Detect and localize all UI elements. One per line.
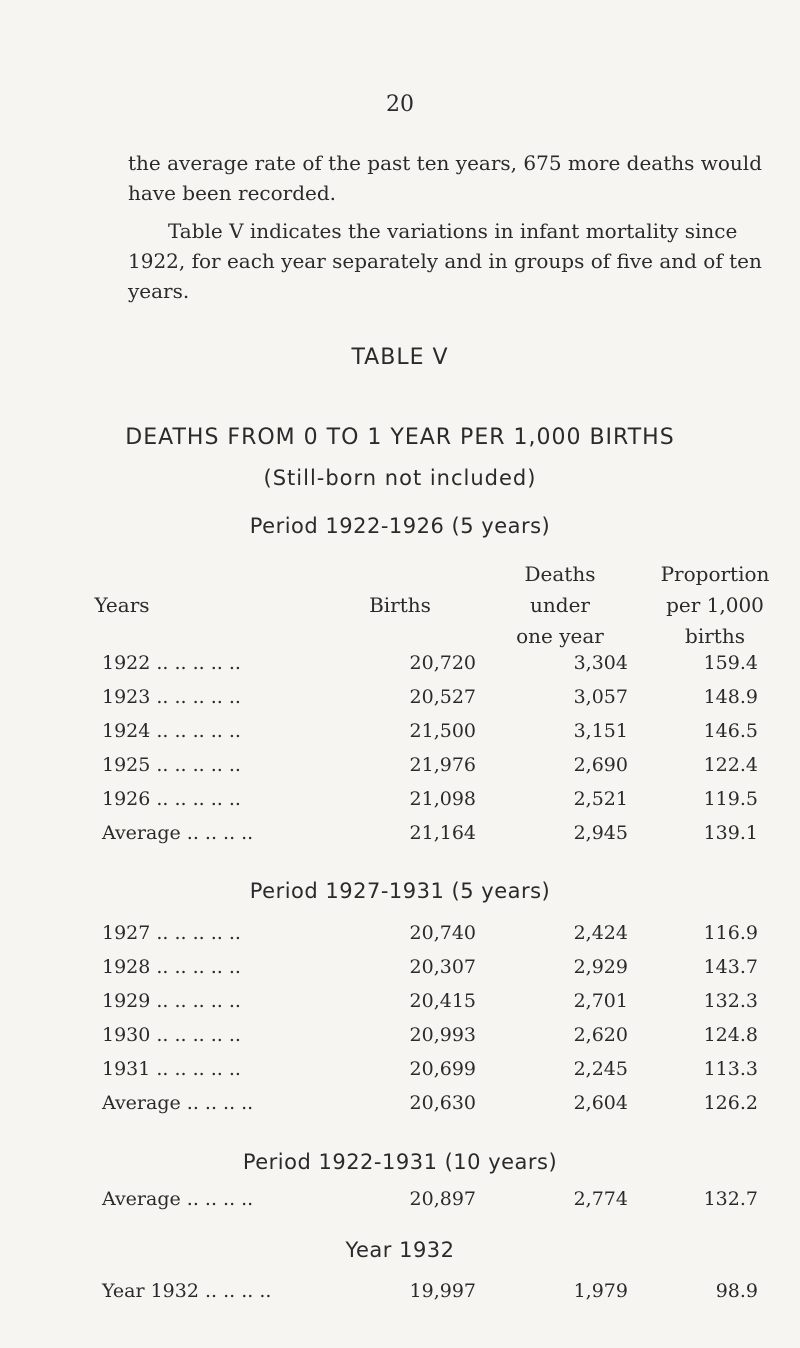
row-label: Average .. .. .. .. <box>102 1092 254 1114</box>
births-value: 20,630 <box>409 1092 476 1114</box>
row-label: 1926 .. .. .. .. .. <box>102 788 241 810</box>
proportion-value: 143.7 <box>703 956 758 978</box>
table-row <box>0 686 800 716</box>
deaths-value: 2,690 <box>573 754 628 776</box>
births-value: 21,976 <box>409 754 476 776</box>
table-row <box>0 754 800 784</box>
row-label: Average .. .. .. .. <box>102 1188 254 1210</box>
deaths-value: 3,057 <box>573 686 628 708</box>
row-label: Year 1932 .. .. .. .. <box>102 1280 272 1302</box>
births-value: 19,997 <box>409 1280 476 1302</box>
row-label: 1927 .. .. .. .. .. <box>102 922 241 944</box>
table-row-average <box>0 1092 800 1122</box>
table-row <box>0 1024 800 1054</box>
column-header-proportion <box>640 559 790 652</box>
row-label: 1924 .. .. .. .. .. <box>102 720 241 742</box>
births-value: 20,897 <box>409 1188 476 1210</box>
column-header-deaths <box>490 559 630 652</box>
deaths-value: 3,151 <box>573 720 628 742</box>
births-value: 20,307 <box>409 956 476 978</box>
table-row <box>0 922 800 952</box>
page-number: 20 <box>386 92 414 117</box>
births-value: 20,993 <box>409 1024 476 1046</box>
table-row <box>0 720 800 750</box>
deaths-value: 2,604 <box>573 1092 628 1114</box>
row-label: 1928 .. .. .. .. .. <box>102 956 241 978</box>
period-heading: Period 1922-1931 (10 years) <box>242 1150 558 1174</box>
deaths-header-line: one year <box>516 624 604 648</box>
births-value: 21,500 <box>409 720 476 742</box>
deaths-value: 2,424 <box>573 922 628 944</box>
births-value: 20,720 <box>409 652 476 674</box>
proportion-value: 116.9 <box>703 922 758 944</box>
proportion-value: 126.2 <box>703 1092 758 1114</box>
births-value: 20,415 <box>409 990 476 1012</box>
row-label: 1931 .. .. .. .. .. <box>102 1058 241 1080</box>
proportion-value: 98.9 <box>715 1280 758 1302</box>
table-row <box>0 1058 800 1088</box>
proportion-header-line: Proportion <box>660 562 770 586</box>
period-heading: Period 1922-1926 (5 years) <box>249 514 551 538</box>
row-label: 1929 .. .. .. .. .. <box>102 990 241 1012</box>
table-row-average <box>0 822 800 852</box>
row-label: 1923 .. .. .. .. .. <box>102 686 241 708</box>
deaths-value: 3,304 <box>573 652 628 674</box>
births-value: 21,164 <box>409 822 476 844</box>
deaths-value: 2,245 <box>573 1058 628 1080</box>
table-row-average <box>0 1188 800 1218</box>
column-header-years: Years <box>94 593 150 617</box>
table-row <box>0 1280 800 1310</box>
proportion-value: 119.5 <box>703 788 758 810</box>
births-value: 20,527 <box>409 686 476 708</box>
births-value: 21,098 <box>409 788 476 810</box>
table-title: TABLE V <box>351 345 449 370</box>
deaths-header-line: under <box>530 593 590 617</box>
column-header-births: Births <box>369 593 431 617</box>
deaths-value: 1,979 <box>573 1280 628 1302</box>
table-row <box>0 652 800 682</box>
proportion-value: 113.3 <box>703 1058 758 1080</box>
table-row <box>0 990 800 1020</box>
row-label: 1925 .. .. .. .. .. <box>102 754 241 776</box>
table-subheading: (Still-born not included) <box>263 466 537 490</box>
row-label: 1930 .. .. .. .. .. <box>102 1024 241 1046</box>
proportion-value: 132.3 <box>703 990 758 1012</box>
intro-paragraph-2: Table V indicates the variations in infant mortality since 1922, for each year separately and in groups of five and of ten years. <box>128 219 762 303</box>
table-heading: DEATHS FROM 0 TO 1 YEAR PER 1,000 BIRTHS <box>125 425 675 450</box>
proportion-value: 132.7 <box>703 1188 758 1210</box>
period-heading: Year 1932 <box>345 1238 455 1262</box>
row-label: Average .. .. .. .. <box>102 822 254 844</box>
intro-paragraph-1: the average rate of the past ten years, 675 more deaths would have been recorded. <box>128 151 763 205</box>
proportion-value: 146.5 <box>703 720 758 742</box>
deaths-value: 2,929 <box>573 956 628 978</box>
table-row <box>0 788 800 818</box>
proportion-value: 159.4 <box>703 652 758 674</box>
proportion-value: 124.8 <box>703 1024 758 1046</box>
period-heading: Period 1927-1931 (5 years) <box>249 879 551 903</box>
proportion-value: 148.9 <box>703 686 758 708</box>
births-value: 20,699 <box>409 1058 476 1080</box>
proportion-value: 139.1 <box>703 822 758 844</box>
proportion-value: 122.4 <box>703 754 758 776</box>
deaths-value: 2,521 <box>573 788 628 810</box>
proportion-header-line: births <box>685 624 745 648</box>
births-value: 20,740 <box>409 922 476 944</box>
table-row <box>0 956 800 986</box>
deaths-value: 2,774 <box>573 1188 628 1210</box>
row-label: 1922 .. .. .. .. .. <box>102 652 241 674</box>
deaths-value: 2,945 <box>573 822 628 844</box>
deaths-value: 2,701 <box>573 990 628 1012</box>
deaths-value: 2,620 <box>573 1024 628 1046</box>
deaths-header-line: Deaths <box>524 562 596 586</box>
proportion-header-line: per 1,000 <box>666 593 764 617</box>
